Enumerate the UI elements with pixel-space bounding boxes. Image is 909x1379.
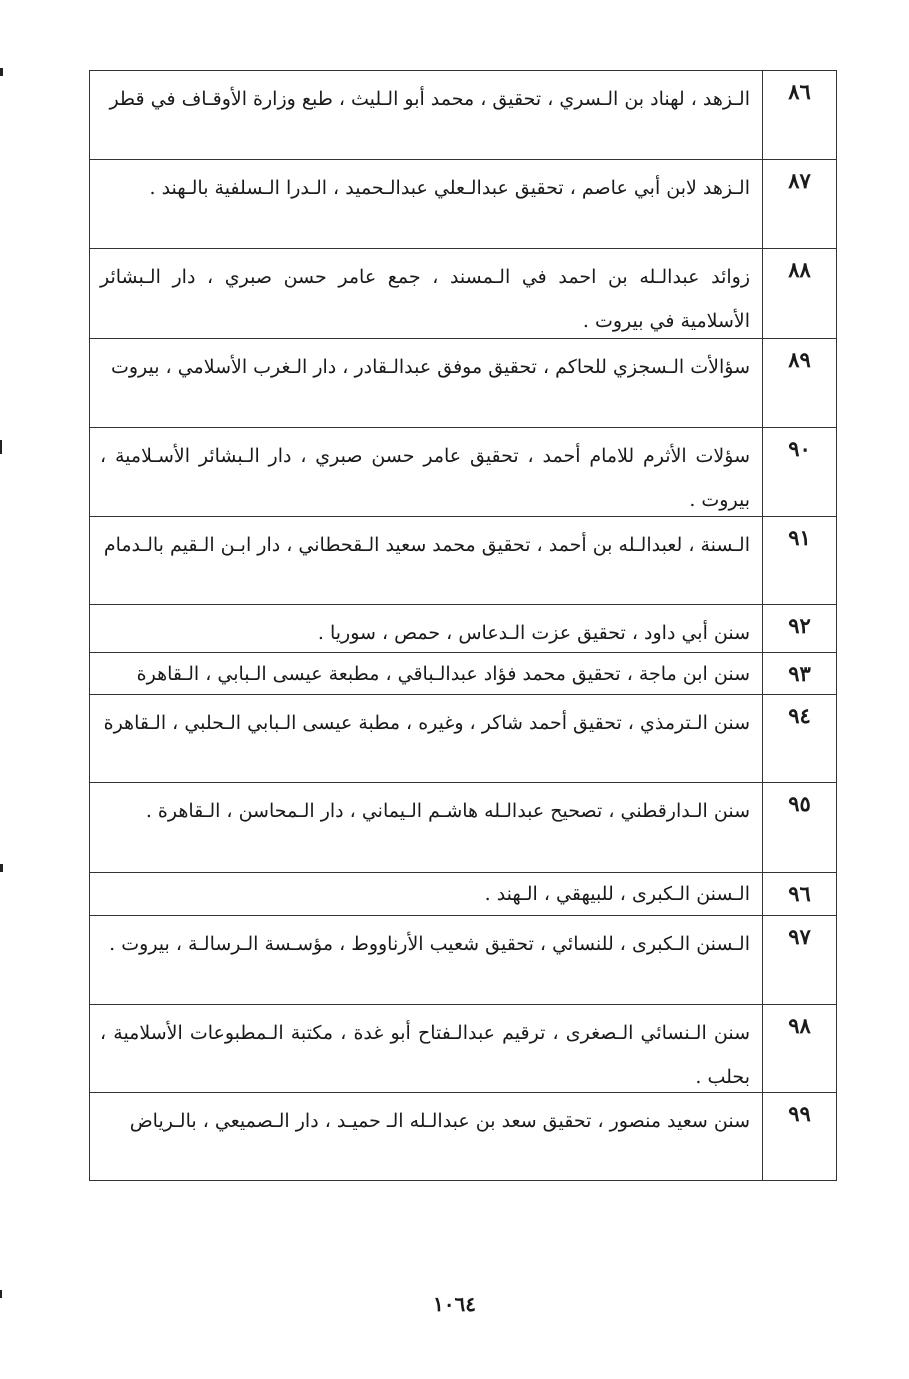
row-number: ٩٣ [762, 653, 836, 694]
reference-text: سؤلات الأثرم للامام أحمد ، تحقيق عامر حسن صبري ، دار الـبشائر الأسـلامية ، بيروت . [100, 445, 750, 511]
table-row [90, 339, 836, 428]
reference-text: سنن ابن ماجة ، تحقيق محمد فؤاد عبدالـباقي ، مطبعة عيسى الـبابي ، الـقاهرة [136, 663, 750, 685]
row-number: ٩٥ [762, 783, 836, 872]
row-number: ٩٠ [762, 428, 836, 516]
row-number: ٩٢ [762, 605, 836, 652]
reference-text: الـسنن الـكبرى ، للبيهقي ، الـهند . [484, 883, 750, 905]
table-row [90, 428, 836, 517]
reference-text: سنن الـترمذي ، تحقيق أحمد شاكر ، وغيره ، مطبة عيسى الـبابي الـحلبي ، الـقاهرة [103, 712, 750, 734]
table-row [90, 1093, 836, 1180]
reference-text: سنن أبي داود ، تحقيق عزت الـدعاس ، حمص ، سوريا . [317, 622, 750, 644]
table-row [90, 249, 836, 339]
table-row [90, 695, 836, 783]
reference-text: الـزهد ، لهناد بن الـسري ، تحقيق ، محمد أبو الـليث ، طبع وزارة الأوقـاف في قطر [109, 88, 750, 110]
reference-text: زوائد عبدالـله بن احمد في الـمسند ، جمع عامر حسن صبري ، دار الـبشائر الأسلامية في بيروت . [100, 266, 750, 332]
table-row [90, 517, 836, 605]
reference-text: الـزهد لابن أبي عاصم ، تحقيق عبدالـعلي عبدالـحميد ، الـدرا الـسلفية بالـهند . [149, 177, 750, 199]
reference-text: الـسنة ، لعبدالـله بن أحمد ، تحقيق محمد سعيد الـقحطاني ، دار ابـن الـقيم بالـدمام [103, 534, 750, 556]
row-number: ٩١ [762, 517, 836, 604]
row-number: ٩٦ [762, 873, 836, 915]
reference-text: الـسنن الـكبرى ، للنسائي ، تحقيق شعيب الأرناووط ، مؤسـسة الـرسالـة ، بيروت . [109, 933, 750, 955]
table-row [90, 71, 836, 160]
reference-text: سنن سعيد منصور ، تحقيق سعد بن عبدالـله الـ حميـد ، دار الـصميعي ، بالـرياض [129, 1110, 750, 1132]
scan-mark-top-left [0, 68, 3, 76]
reference-text: سؤالأت الـسجزي للحاكم ، تحقيق موفق عبدالـقادر ، دار الـغرب الأسلامي ، بيروت [110, 356, 750, 378]
table-row [90, 160, 836, 249]
reference-text: سنن الـنسائي الـصغرى ، ترقيم عبدالـفتاح أبو غدة ، مكتبة الـمطبوعات الأسلامية ، بحلب . [100, 1022, 750, 1088]
table-row [90, 653, 836, 695]
row-number: ٩٤ [762, 695, 836, 782]
row-number: ٨٦ [762, 71, 836, 159]
row-number: ٨٧ [762, 160, 836, 248]
row-number: ٩٨ [762, 1005, 836, 1092]
row-number: ٨٩ [762, 339, 836, 427]
row-number: ٩٧ [762, 916, 836, 1004]
table-row [90, 605, 836, 653]
row-number: ٨٨ [762, 249, 836, 338]
table-row [90, 1005, 836, 1093]
table-row [90, 916, 836, 1005]
reference-text: سنن الـدارقطني ، تصحيح عبدالـله هاشـم الـيماني ، دار الـمحاسن ، الـقاهرة . [145, 800, 750, 822]
references-table [89, 70, 837, 1181]
scan-mark-lower-left [0, 864, 3, 872]
page-number: ١٠٦٤ [433, 1292, 476, 1316]
row-number: ٩٩ [762, 1093, 836, 1180]
table-row [90, 783, 836, 873]
scan-mark-mid-left [0, 440, 2, 454]
table-row [90, 873, 836, 916]
